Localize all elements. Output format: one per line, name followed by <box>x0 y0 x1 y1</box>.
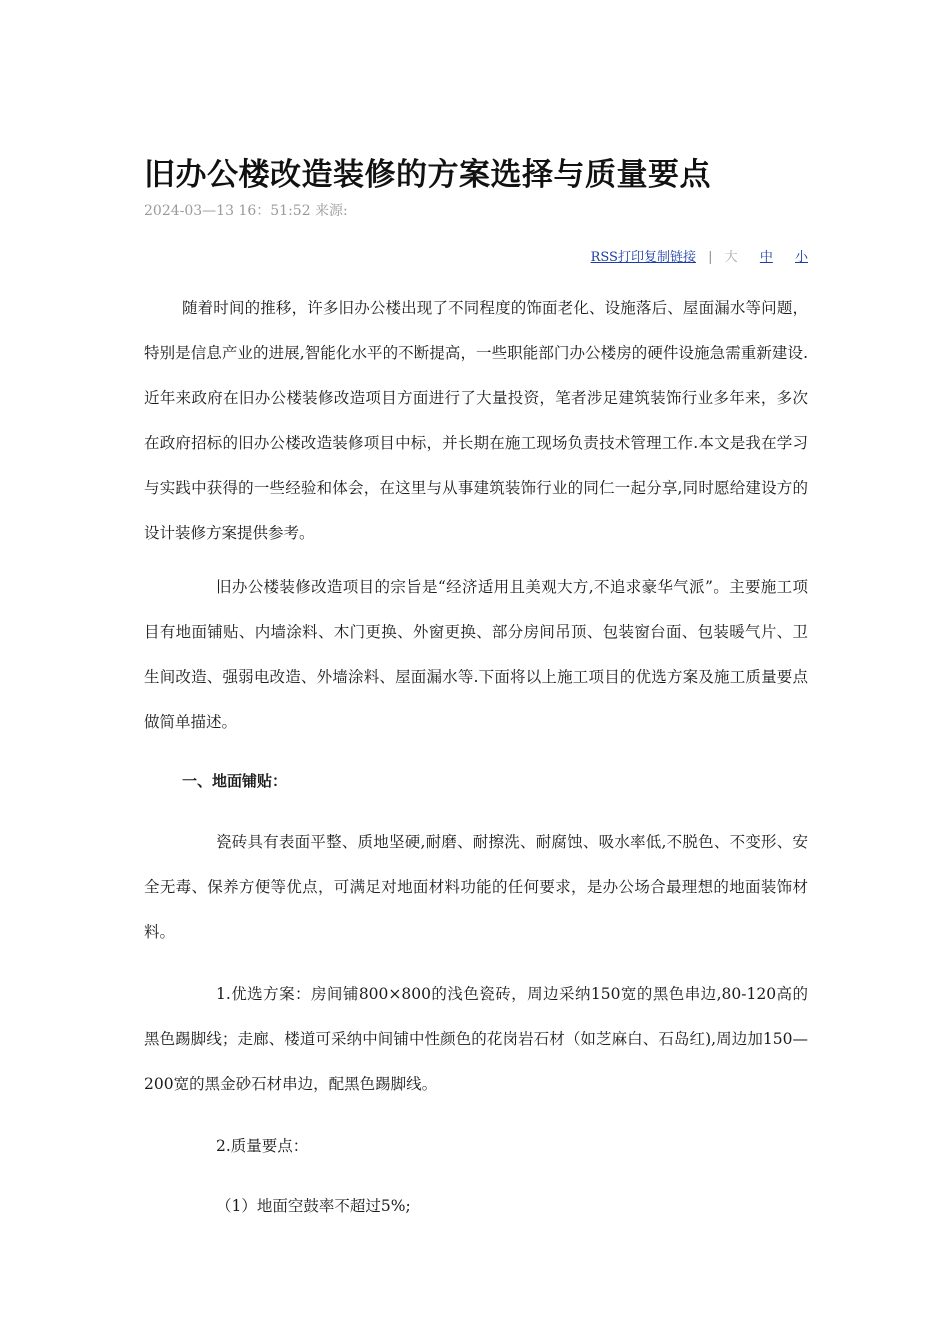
paragraph-tile-advantages: 瓷砖具有表面平整、质地坚硬,耐磨、耐擦洗、耐腐蚀、吸水率低,不脱色、不变形、安全无毒、保养方便等优点，可满足对地面材料功能的任何要求，是办公场合最理想的地面装饰材料。 <box>144 833 808 941</box>
article-toolbar <box>591 246 808 265</box>
section-heading-floor: 一、地面铺贴： <box>182 772 288 790</box>
paragraph-quality-points: 2.质量要点： <box>216 1137 309 1155</box>
paragraph-hollow-rate: （1）地面空鼓率不超过5%; <box>216 1197 411 1215</box>
paragraph-purpose: 旧办公楼装修改造项目的宗旨是“经济适用且美观大方,不追求豪华气派”。主要施工项目有地面铺贴、内墙涂料、木门更换、外窗更换、部分房间吊顶、包装窗台面、包装暖气片、卫生间改造、强弱电改造、外墙涂料、屋面漏水等.下面将以上施工项目的优选方案及施工质量要点做简单描述。 <box>144 578 808 731</box>
article-title: 旧办公楼改造装修的方案选择与质量要点 <box>144 156 711 193</box>
paragraph-preferred-scheme: 1.优选方案：房间铺800×800的浅色瓷砖，周边采纳150宽的黑色串边,80-120高的黑色踢脚线；走廊、楼道可采纳中间铺中性颜色的花岗岩石材（如芝麻白、石岛红),周边加150—200宽的黑金砂石材串边，配黑色踢脚线。 <box>144 985 808 1093</box>
article-meta: 2024-03—13 16：51:52 来源: <box>144 203 348 219</box>
copy-link-link[interactable]: 复制链接 <box>643 250 696 265</box>
toolbar-separator: | <box>708 250 713 265</box>
font-size-large[interactable]: 大 <box>724 250 738 265</box>
font-size-small[interactable]: 小 <box>794 250 808 265</box>
rss-link[interactable]: RSS <box>590 250 618 265</box>
font-size-medium[interactable]: 中 <box>759 250 773 265</box>
print-link[interactable]: 打印 <box>617 250 644 265</box>
paragraph-intro: 随着时间的推移，许多旧办公楼出现了不同程度的饰面老化、设施落后、屋面漏水等问题，特别是信息产业的进展,智能化水平的不断提高，一些职能部门办公楼房的硬件设施急需重新建设.近年来政府在旧办公楼装修改造项目方面进行了大量投资，笔者涉足建筑装饰行业多年来，多次在政府招标的旧办公楼改造装修项目中标，并长期在施工现场负责技术管理工作.本文是我在学习与实践中获得的一些经验和体会，在这里与从事建筑装饰行业的同仁一起分享,同时愿给建设方的设计装修方案提供参考。 <box>144 299 808 542</box>
